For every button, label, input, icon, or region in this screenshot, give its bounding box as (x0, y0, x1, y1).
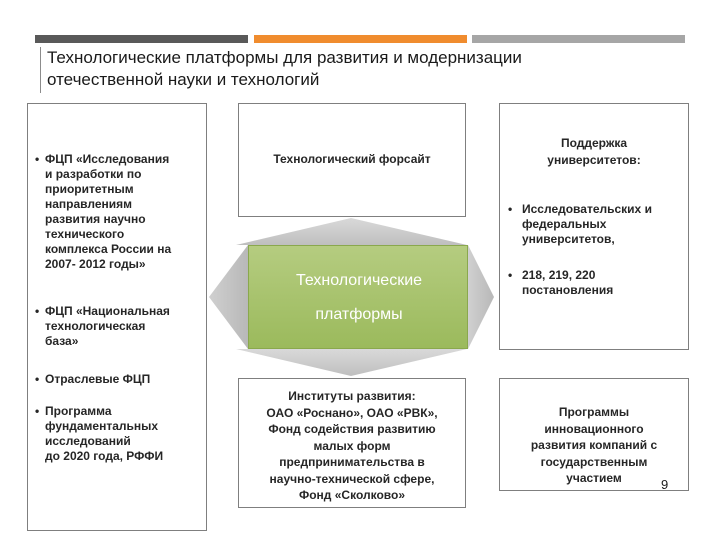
university-support-heading (499, 135, 689, 168)
list-item-line: федеральных (522, 217, 607, 231)
list-item-line: технологическая (45, 319, 146, 333)
text-line: ОАО «Роснано», ОАО «РВК», (266, 405, 438, 420)
list-item (508, 268, 613, 298)
text-line: предпринимательства в (279, 455, 425, 469)
list-item (35, 304, 170, 349)
list-item-line: приоритетным (45, 182, 134, 196)
text-line: развития компаний с (530, 438, 658, 452)
list-item-line: университетов, (522, 232, 615, 246)
tech-platforms-line-2: платформы (315, 306, 403, 323)
list-item-line: и разработки по (45, 167, 142, 181)
list-item-line: развития научно (45, 212, 146, 226)
list-item-line: постановления (522, 283, 614, 297)
list-item-line: база» (45, 334, 79, 348)
text-line: малых форм (313, 438, 391, 453)
top-bar-gray (472, 35, 685, 43)
top-bar-orange (254, 35, 467, 43)
list-item-line: комплекса России на (45, 242, 172, 256)
list-item-line: • Исследовательских и (522, 202, 652, 216)
text-line: инновационного (544, 421, 644, 436)
text-line: Институты развития: (288, 389, 416, 403)
tech-platforms-line-1: Технологические (295, 272, 423, 289)
list-item-line: исследований (45, 434, 131, 448)
list-item (35, 152, 171, 272)
text-line: участием (566, 471, 622, 485)
list-item-line: • ФЦП «Исследования (45, 152, 170, 166)
arrow-down (236, 349, 467, 376)
list-item (35, 404, 163, 464)
text-line: Программы (558, 405, 630, 419)
heading-line: университетов: (547, 152, 641, 167)
list-item-line: • ФЦП «Национальная (45, 304, 170, 318)
tech-platforms-box (248, 245, 468, 349)
page-number: 9 (661, 477, 669, 492)
slide-title-line-1: Технологические платформы для развития и модернизации (47, 48, 522, 67)
list-item-line: направлениям (45, 197, 133, 211)
innovation-programs-text (499, 404, 689, 487)
title-divider (40, 47, 41, 93)
arrow-up (236, 218, 467, 245)
list-item (508, 202, 652, 247)
heading-line: Поддержка (560, 136, 628, 150)
top-bar-dark (35, 35, 248, 43)
arrow-right (468, 245, 494, 349)
list-item-line: • Отраслевые ФЦП (45, 372, 151, 386)
foresight-label: Технологический форсайт (273, 152, 431, 166)
slide-title (47, 47, 687, 91)
list-item (35, 372, 150, 387)
text-line: государственным (540, 454, 648, 469)
list-item-line: технического (45, 227, 125, 241)
list-item-line: фундаментальных (45, 419, 159, 433)
list-item-line: 2007- 2012 годы» (45, 257, 146, 271)
text-line: Фонд «Сколково» (298, 488, 405, 502)
text-line: Фонд содействия развитию (268, 422, 436, 436)
development-institutes-text (238, 388, 466, 504)
arrow-left (209, 245, 248, 349)
slide-title-line-2: отечественной науки и технологий (47, 70, 320, 89)
list-item-line: • Программа (45, 404, 112, 418)
list-item-line: до 2020 года, РФФИ (45, 449, 164, 463)
text-line: научно-технической сфере, (269, 471, 435, 486)
list-item-line: • 218, 219, 220 (522, 268, 596, 282)
